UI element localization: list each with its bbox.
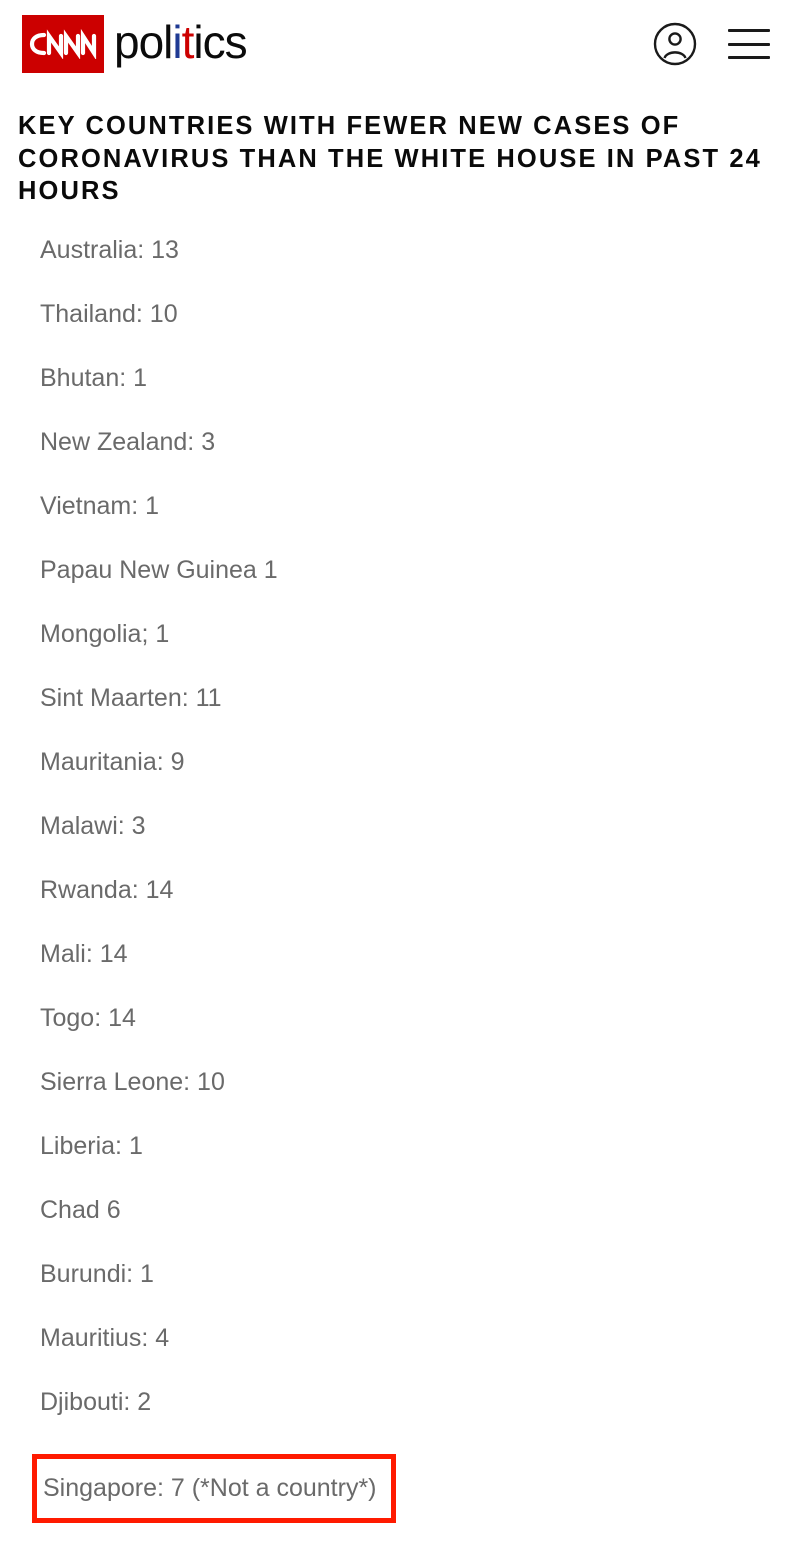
- hamburger-bar-2: [728, 43, 770, 46]
- user-circle-icon[interactable]: [652, 21, 698, 67]
- section-title[interactable]: [114, 16, 247, 68]
- page-title: KEY COUNTRIES WITH FEWER NEW CASES OF CORONAVIRUS THAN THE WHITE HOUSE IN PAST 24 HOURS: [18, 112, 762, 206]
- list-item: Australia: 13: [40, 235, 179, 264]
- section-title-post: ics: [193, 16, 247, 68]
- site-header: [0, 0, 800, 88]
- list-item: New Zealand: 3: [40, 427, 216, 456]
- list-item: Sint Maarten: 11: [40, 683, 222, 712]
- header-actions: [652, 21, 778, 67]
- list-item: Burundi: 1: [40, 1259, 154, 1288]
- list-item: Liberia: 1: [40, 1131, 143, 1160]
- list-item: Togo: 14: [40, 1003, 136, 1032]
- list-item: Mauritania: 9: [40, 747, 185, 776]
- brand-logo[interactable]: [22, 15, 247, 73]
- list-item: Chad 6: [40, 1195, 121, 1224]
- list-item: Bhutan: 1: [40, 363, 148, 392]
- section-title-pre: pol: [114, 16, 173, 68]
- section-title-t: t: [181, 16, 194, 68]
- hamburger-bar-3: [728, 56, 770, 59]
- list-item: Vietnam: 1: [40, 491, 160, 520]
- list-item: Rwanda: 14: [40, 875, 174, 904]
- highlighted-list-item: Singapore: 7 (*Not a country*): [32, 1454, 396, 1523]
- cnn-logo-mark[interactable]: [22, 15, 104, 73]
- list-item: Thailand: 10: [40, 299, 178, 328]
- hamburger-bar-1: [728, 29, 770, 32]
- list-item: Malawi: 3: [40, 811, 146, 840]
- hamburger-menu-icon[interactable]: [728, 29, 770, 59]
- country-case-list: [0, 235, 800, 1523]
- list-item: Mauritius: 4: [40, 1323, 170, 1352]
- list-item: Mali: 14: [40, 939, 128, 968]
- list-item: Sierra Leone: 10: [40, 1067, 225, 1096]
- list-item: Djibouti: 2: [40, 1387, 152, 1416]
- list-item: Papau New Guinea 1: [40, 555, 278, 584]
- list-item: Mongolia; 1: [40, 619, 170, 648]
- section-title-i: i: [172, 16, 182, 68]
